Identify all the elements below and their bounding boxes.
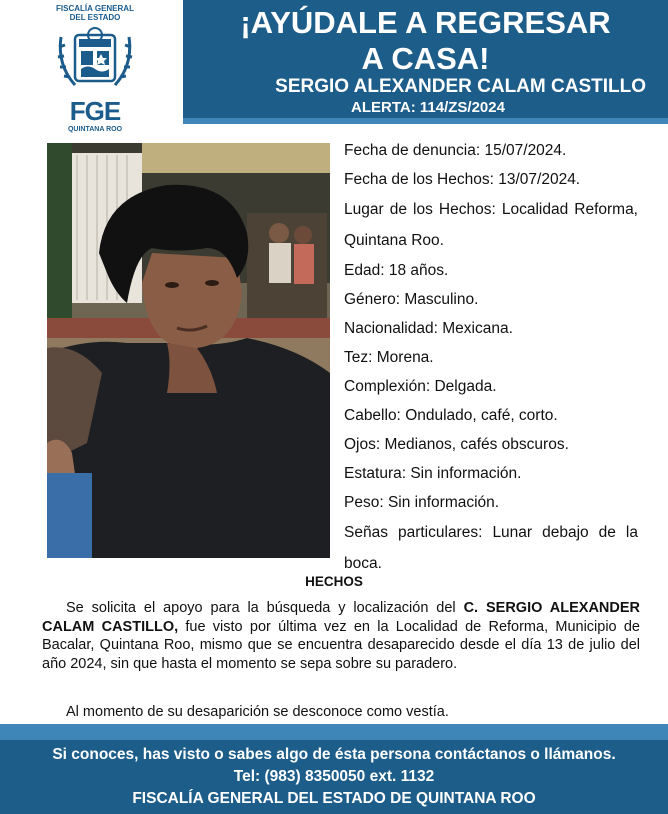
detail-row: Tez: Morena. xyxy=(344,349,434,366)
logo-bottom-text: QUINTANA ROO xyxy=(67,126,123,133)
missing-person-photo xyxy=(47,143,330,558)
hechos-title: HECHOS xyxy=(305,574,363,589)
detail-row: Fecha de denuncia: 15/07/2024. xyxy=(344,142,567,159)
state-seal-icon xyxy=(51,25,139,95)
detail-row: Lugar de los Hechos: Localidad Reforma, Quintana Roo. xyxy=(344,201,638,249)
logo-top-text: FISCALÍA GENERAL DEL ESTADO xyxy=(56,4,134,22)
detail-row: Cabello: Ondulado, café, corto. xyxy=(344,407,558,424)
footer-accent-strip xyxy=(0,724,668,740)
detail-row: Peso: Sin información. xyxy=(344,494,500,511)
detail-row: Fecha de los Hechos: 13/07/2024. xyxy=(344,171,581,188)
logo-acronym: FGE xyxy=(69,96,121,126)
agency-name: FISCALÍA GENERAL DEL ESTADO DE QUINTANA ROO xyxy=(132,790,536,807)
missing-person-name: SERGIO ALEXANDER CALAM CASTILLO xyxy=(275,76,646,97)
detail-row: Ojos: Medianos, cafés obscuros. xyxy=(344,436,569,453)
headline-line-2: A CASA! xyxy=(361,41,490,76)
header-accent-strip xyxy=(183,118,668,124)
person-details xyxy=(344,136,638,579)
headline-line-1: ¡AYÚDALE A REGRESAR xyxy=(240,5,611,40)
hechos-name-bold: C. SERGIO ALEXANDER CALAM CASTILLO, xyxy=(42,600,640,635)
detail-row: Edad: 18 años. xyxy=(344,262,449,279)
fge-logo xyxy=(20,2,170,133)
alert-number: ALERTA: 114/ZS/2024 xyxy=(351,99,505,116)
detail-row: Señas particulares: Lunar debajo de la boca. xyxy=(344,524,638,572)
clothing-note: Al momento de su desaparición se desconoce como vestía. xyxy=(66,704,449,720)
contact-phone: Tel: (983) 8350050 ext. 1132 xyxy=(233,768,435,785)
detail-row: Nacionalidad: Mexicana. xyxy=(344,320,513,337)
detail-row: Complexión: Delgada. xyxy=(344,378,497,395)
detail-row: Género: Masculino. xyxy=(344,291,479,308)
detail-row: Estatura: Sin información. xyxy=(344,465,522,482)
hechos-paragraph: Se solicita el apoyo para la búsqueda y localización del C. SERGIO ALEXANDER CALAM CASTILLO, fue visto por última vez en la Localidad de Reforma, Municipio de Bacalar, Quintana Roo, mismo que se encuentra desaparecido desde el día 13 de julio del año 2024, sin que hasta el momento se sepa sobre su paradero. xyxy=(42,600,640,672)
contact-call-to-action: Si conoces, has visto o sabes algo de ésta persona contáctanos o llámanos. xyxy=(52,746,616,763)
